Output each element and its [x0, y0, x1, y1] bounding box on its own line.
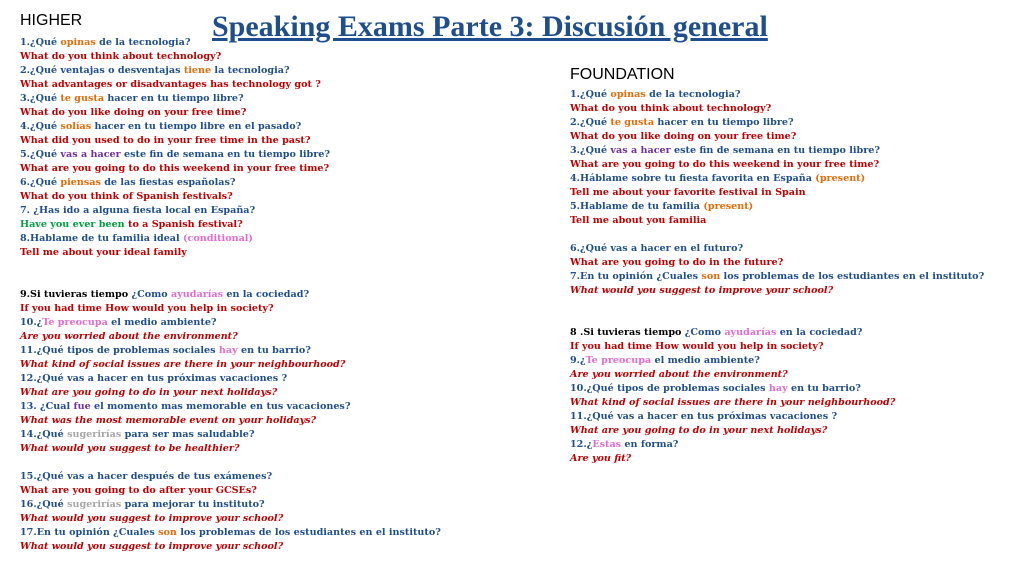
question-line [20, 414, 441, 428]
question-line [570, 214, 984, 228]
question-line [570, 242, 984, 256]
text-segment: de la tecnologia? [645, 89, 741, 100]
text-segment: 2.¿Qué [570, 117, 611, 128]
text-segment: 7.En tu opinión ¿Cuales [570, 271, 702, 282]
text-segment: ayudarías [171, 289, 224, 300]
text-segment: What do you think about technology? [570, 103, 772, 114]
text-segment: 10.¿Qué tipos de problemas sociales [570, 383, 769, 394]
text-segment: If you had time How would you help in society? [20, 303, 274, 314]
question-line [20, 330, 441, 344]
text-segment: hay [768, 383, 788, 394]
question-line [20, 232, 441, 246]
question-line [20, 106, 441, 120]
text-segment: son [158, 527, 177, 538]
text-segment: 13. ¿Cual [20, 401, 74, 412]
text-segment: (present) [815, 173, 866, 184]
question-line [20, 540, 441, 554]
text-segment: (conditional) [183, 233, 253, 244]
question-line [570, 368, 984, 382]
text-segment: What do you think about technology? [20, 51, 222, 62]
question-line [20, 120, 441, 134]
question-line [570, 256, 984, 270]
question-line [570, 326, 984, 340]
question-line [570, 186, 984, 200]
question-line [570, 452, 984, 466]
text-segment: What are you going to do this weekend in your free time? [20, 163, 330, 174]
text-segment: What are you going to do after your GCSEs? [20, 485, 257, 496]
text-segment: What did you used to do in your free time in the past? [20, 135, 311, 146]
text-segment: en tu barrio? [237, 345, 311, 356]
question-line [570, 396, 984, 410]
text-segment: hacer en tu tiempo libre? [654, 117, 794, 128]
text-segment: ever been [72, 219, 125, 230]
question-line [20, 358, 441, 372]
text-segment: What do you like doing on your free time? [570, 131, 797, 142]
text-segment: What are you going to do in your next holidays? [570, 425, 828, 436]
text-segment: tiene [183, 65, 212, 76]
question-line [570, 88, 984, 102]
text-segment: 3.¿Qué [570, 145, 611, 156]
text-segment: What kind of social issues are there in your neighbourhood? [570, 397, 896, 408]
text-segment: Te preocupa [585, 355, 652, 366]
text-segment: What would you suggest to improve your school? [20, 541, 284, 552]
question-line [20, 92, 441, 106]
text-segment: de la tecnologia? [95, 37, 191, 48]
text-segment: 15.¿Qué vas a hacer después de tus exámenes? [20, 471, 273, 482]
question-line [20, 78, 441, 92]
text-segment: ayudarías [724, 327, 777, 338]
text-segment: ¿Como [684, 327, 725, 338]
question-line [570, 340, 984, 354]
text-segment: 5.¿Qué [20, 149, 61, 160]
text-segment: Are you worried about the environment? [570, 369, 788, 380]
text-segment: el momento mas memorable en tus vacaciones? [90, 401, 351, 412]
text-segment: What advantages or disadvantages has technology got ? [20, 79, 321, 90]
text-segment: Estas [592, 439, 622, 450]
question-line [20, 512, 441, 526]
text-segment: hay [218, 345, 238, 356]
higher-question-list [20, 36, 441, 554]
page-title: Speaking Exams Parte 3: Discusión general [212, 10, 768, 43]
text-segment: este fin de semana en tu tiempo libre? [670, 145, 880, 156]
text-segment: What kind of social issues are there in your neighbourhood? [20, 359, 346, 370]
question-line [20, 288, 441, 302]
text-segment: en forma? [621, 439, 679, 450]
question-line [20, 526, 441, 540]
text-segment: 11.¿Qué tipos de problemas sociales [20, 345, 219, 356]
question-line [570, 270, 984, 284]
question-line [20, 484, 441, 498]
text-segment: te gusta [610, 117, 655, 128]
question-line [570, 284, 984, 298]
text-segment: fue [73, 401, 91, 412]
text-segment: (present) [703, 201, 754, 212]
text-segment: Te preocupa [42, 317, 108, 328]
text-segment: 1.¿Qué [20, 37, 61, 48]
text-segment: 9.Si tuvieras tiempo [20, 289, 132, 300]
text-segment: Tell me about you familia [570, 215, 707, 226]
question-line [20, 470, 441, 484]
text-segment: para ser mas saludable? [121, 429, 255, 440]
text-segment: 10.¿ [20, 317, 43, 328]
text-segment: What are you going to do in your next holidays? [20, 387, 278, 398]
question-line [570, 382, 984, 396]
text-segment: en la cociedad? [776, 327, 863, 338]
text-segment: 2.¿Qué ventajas o desventajas [20, 65, 184, 76]
question-line [20, 64, 441, 78]
text-segment: 8 .Si tuvieras tiempo [570, 327, 685, 338]
question-line [570, 410, 984, 424]
text-segment: 14.¿Qué [20, 429, 68, 440]
question-line [20, 190, 441, 204]
text-segment: 5.Hablame de tu familia [570, 201, 704, 212]
text-segment: opinas [610, 89, 646, 100]
question-line [570, 424, 984, 438]
text-segment: 3.¿Qué [20, 93, 61, 104]
text-segment: este fin de semana en tu tiempo libre? [120, 149, 330, 160]
spacer [570, 298, 984, 312]
text-segment: sugerirías [67, 429, 122, 440]
text-segment: What would you suggest to improve your school? [20, 513, 284, 524]
text-segment: la tecnologia? [211, 65, 290, 76]
question-line [20, 386, 441, 400]
question-line [20, 344, 441, 358]
text-segment: hacer en tu tiempo libre en el pasado? [91, 121, 302, 132]
foundation-question-list [570, 88, 984, 466]
text-segment: 12.¿ [570, 439, 593, 450]
text-segment: If you had time How would you help in society? [570, 341, 824, 352]
question-line [20, 162, 441, 176]
text-segment: 16.¿Qué [20, 499, 68, 510]
text-segment: sugerirías [67, 499, 122, 510]
question-line [570, 116, 984, 130]
text-segment: Have you [20, 219, 73, 230]
text-segment: en tu barrio? [787, 383, 861, 394]
text-segment: vas a hacer [610, 145, 671, 156]
question-line [20, 302, 441, 316]
text-segment: 6.¿Qué [20, 177, 61, 188]
question-line [570, 144, 984, 158]
question-line [20, 36, 441, 50]
text-segment: 11.¿Qué vas a hacer en tus próximas vacaciones ? [570, 411, 838, 422]
question-line [570, 354, 984, 368]
question-line [570, 102, 984, 116]
question-line [20, 148, 441, 162]
text-segment: What do you like doing on your free time? [20, 107, 247, 118]
text-segment: 6.¿Qué vas a hacer en el futuro? [570, 243, 744, 254]
question-line [20, 176, 441, 190]
question-line [20, 400, 441, 414]
question-line [20, 316, 441, 330]
text-segment: 1.¿Qué [570, 89, 611, 100]
question-line [570, 172, 984, 186]
text-segment: de las fiestas españolas? [100, 177, 236, 188]
question-line [20, 428, 441, 442]
text-segment: What are you going to do this weekend in your free time? [570, 159, 880, 170]
text-segment: What are you going to do in the future? [570, 257, 784, 268]
text-segment: Tell me about your ideal family [20, 247, 187, 258]
text-segment: ¿Como [131, 289, 171, 300]
spacer [20, 456, 441, 470]
text-segment: Tell me about your favorite festival in Spain [570, 187, 806, 198]
text-segment: el medio ambiente? [107, 317, 217, 328]
question-line [20, 204, 441, 218]
text-segment: 4.Háblame sobre tu fiesta favorita en España [570, 173, 816, 184]
question-line [20, 218, 441, 232]
text-segment: What was the most memorable event on your holidays? [20, 415, 317, 426]
foundation-heading: FOUNDATION [570, 66, 675, 83]
question-line [20, 498, 441, 512]
text-segment: son [701, 271, 721, 282]
text-segment: 9.¿ [570, 355, 586, 366]
text-segment: te gusta [60, 93, 105, 104]
text-segment: What would you suggest to be healthier? [20, 443, 240, 454]
text-segment: Are you worried about the environment? [20, 331, 238, 342]
question-line [570, 438, 984, 452]
spacer [20, 274, 441, 288]
text-segment: para mejorar tu instituto? [121, 499, 265, 510]
text-segment: hacer en tu tiempo libre? [104, 93, 244, 104]
text-segment: 8.Hablame de tu familia ideal [20, 233, 184, 244]
text-segment: vas a hacer [60, 149, 121, 160]
text-segment: 7. ¿Has ido a alguna fiesta local en España? [20, 205, 256, 216]
question-line [20, 442, 441, 456]
text-segment: el medio ambiente? [651, 355, 760, 366]
text-segment: What would you suggest to improve your school? [570, 285, 834, 296]
spacer [570, 228, 984, 242]
spacer [570, 312, 984, 326]
text-segment: 12.¿Qué vas a hacer en tus próximas vacaciones ? [20, 373, 288, 384]
question-line [570, 200, 984, 214]
text-segment: piensas [60, 177, 101, 188]
text-segment: to a Spanish festival? [124, 219, 243, 230]
text-segment: los problemas de los estudiantes en el instituto? [720, 271, 985, 282]
text-segment: 4.¿Qué [20, 121, 61, 132]
text-segment: en la cociedad? [223, 289, 310, 300]
text-segment: los problemas de los estudiantes en el instituto? [176, 527, 441, 538]
text-segment: What do you think of Spanish festivals? [20, 191, 233, 202]
question-line [20, 246, 441, 260]
text-segment: Are you fit? [570, 453, 632, 464]
question-line [20, 372, 441, 386]
question-line [20, 134, 441, 148]
text-segment: opinas [60, 37, 96, 48]
text-segment: solías [60, 121, 92, 132]
question-line [570, 158, 984, 172]
question-line [570, 130, 984, 144]
text-segment: 17.En tu opinión ¿Cuales [20, 527, 159, 538]
spacer [20, 260, 441, 274]
higher-heading: HIGHER [20, 12, 83, 29]
question-line [20, 50, 441, 64]
